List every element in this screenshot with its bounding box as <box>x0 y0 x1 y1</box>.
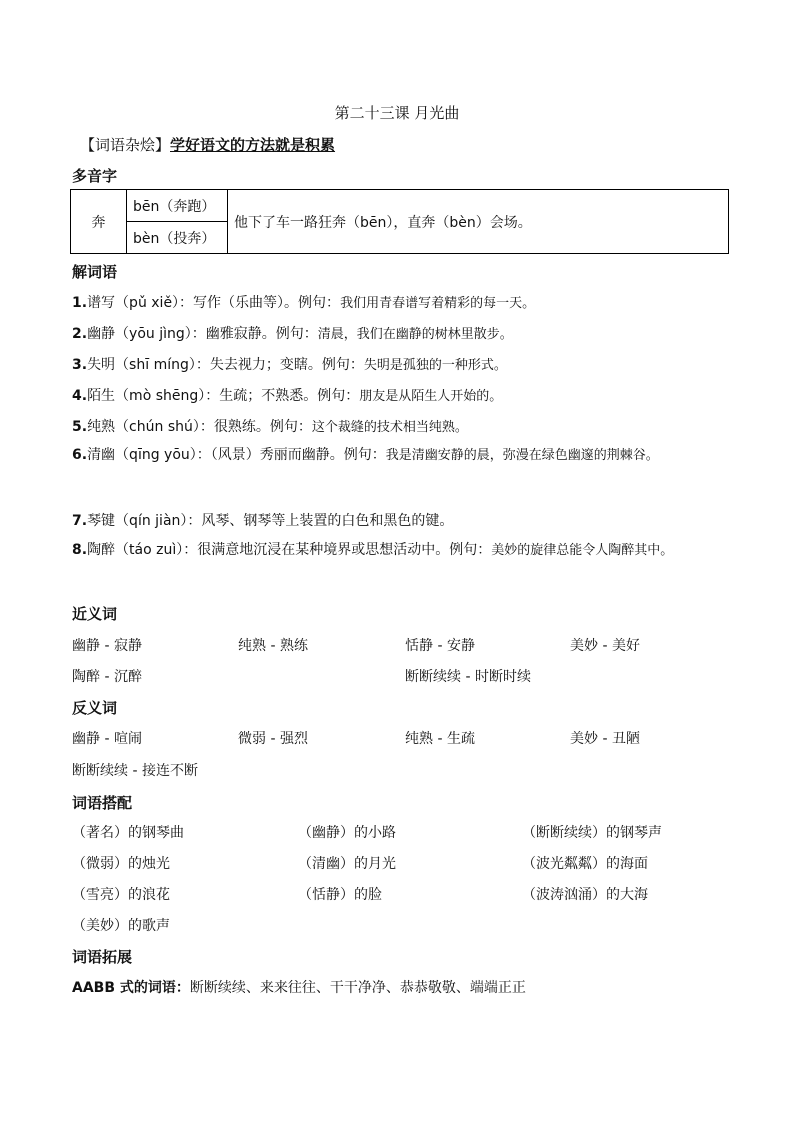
antonym-pair: 断断续续 - 接连不断 <box>72 763 198 779</box>
heading-dapei: 词语搭配 <box>72 794 133 812</box>
collocation: （波涛汹涌）的大海 <box>522 887 648 903</box>
collocation: （著名）的钢琴曲 <box>72 825 184 841</box>
definition-item: 5.纯熟（chún shú）：很熟练。例句：这个裁缝的技术相当纯熟。 <box>72 419 468 435</box>
collocation: （清幽）的月光 <box>298 856 396 872</box>
heading-tuozhan: 词语拓展 <box>72 948 133 966</box>
antonym-pair: 纯熟 - 生疏 <box>405 731 475 747</box>
heading-jiecige: 解词语 <box>72 263 118 281</box>
definition-item: 1.谱写（pǔ xiě）：写作（乐曲等）。例句：我们用青春谱写着精彩的每一天。 <box>72 295 536 311</box>
banner-slogan: 学好语文的方法就是积累 <box>170 136 336 154</box>
reading-2: bèn（投奔） <box>127 222 228 254</box>
collocation: （恬静）的脸 <box>298 887 382 903</box>
heading-fanyici: 反义词 <box>72 699 118 717</box>
banner-tag: 【词语杂烩】 <box>80 136 171 154</box>
antonym-pair: 幽静 - 喧闹 <box>72 731 142 747</box>
synonym-pair: 幽静 - 寂静 <box>72 638 142 654</box>
synonym-pair: 断断续续 - 时断时续 <box>405 669 531 685</box>
heading-duoyinzi: 多音字 <box>72 167 118 185</box>
synonym-pair: 纯熟 - 熟练 <box>238 638 308 654</box>
polyphone-char: 奔 <box>71 190 127 254</box>
definition-item: 4.陌生（mò shēng）：生疏；不熟悉。例句：朋友是从陌生人开始的。 <box>72 388 503 404</box>
aabb-label: AABB 式的词语： <box>72 980 190 996</box>
antonym-pair: 美妙 - 丑陋 <box>570 731 640 747</box>
polyphone-table <box>70 189 729 254</box>
definition-item: 3.失明（shī míng）：失去视力；变瞎。例句：失明是孤独的一种形式。 <box>72 357 507 373</box>
lesson-title: 第二十三课 月光曲 <box>334 104 460 122</box>
section-banner <box>80 134 335 155</box>
definition-item: 6.清幽（qīng yōu）：（风景）秀丽而幽静。例句：我是清幽安静的晨，弥漫在绿色幽邃的荆棘谷。 <box>72 447 659 463</box>
collocation: （波光粼粼）的海面 <box>522 856 648 872</box>
definition-item: 7.琴键（qín jiàn）：风琴、钢琴等上装置的白色和黑色的键。 <box>72 513 454 529</box>
definition-item: 2.幽静（yōu jìng）：幽雅寂静。例句：清晨，我们在幽静的树林里散步。 <box>72 326 513 342</box>
collocation: （美妙）的歌声 <box>72 918 170 934</box>
collocation: （雪亮）的浪花 <box>72 887 170 903</box>
collocation: （微弱）的烛光 <box>72 856 170 872</box>
collocation: （断断续续）的钢琴声 <box>522 825 662 841</box>
aabb-words <box>72 977 526 997</box>
aabb-list: 断断续续、来来往往、干干净净、恭恭敬敬、端端正正 <box>189 980 526 996</box>
polyphone-sentence: 他下了车一路狂奔（bēn），直奔（bèn）会场。 <box>228 190 729 254</box>
collocation: （幽静）的小路 <box>298 825 396 841</box>
heading-jinyici: 近义词 <box>72 605 118 623</box>
antonym-pair: 微弱 - 强烈 <box>238 731 308 747</box>
synonym-pair: 陶醉 - 沉醉 <box>72 669 142 685</box>
synonym-pair: 美妙 - 美好 <box>570 638 640 654</box>
definition-item: 8.陶醉（táo zuì）：很满意地沉浸在某种境界或思想活动中。例句：美妙的旋律总能令人陶醉其中。 <box>72 542 674 558</box>
reading-1: bēn（奔跑） <box>127 190 228 222</box>
synonym-pair: 恬静 - 安静 <box>405 638 475 654</box>
